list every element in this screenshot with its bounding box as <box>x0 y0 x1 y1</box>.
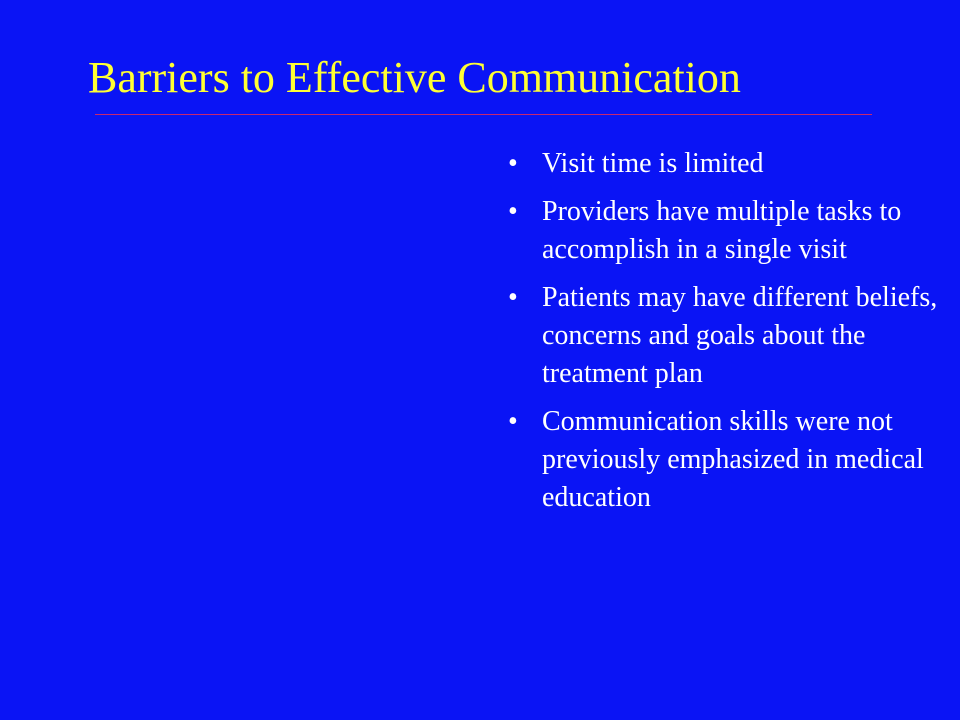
bullet-item <box>508 279 948 393</box>
bullet-dot-icon: • <box>508 196 518 227</box>
bullet-text: Visit time is limited <box>542 148 764 179</box>
bullet-item <box>508 403 948 517</box>
bullet-item <box>508 193 948 269</box>
bullet-dot-icon: • <box>508 282 518 313</box>
bullet-item <box>508 145 948 183</box>
bullet-text: Communication skills were not previously emphasized in medical education <box>542 406 924 513</box>
title-underline <box>95 114 872 115</box>
bullet-text: Patients may have different beliefs, concerns and goals about the treatment plan <box>542 282 938 389</box>
bullet-list <box>508 145 948 527</box>
slide-title: Barriers to Effective Communication <box>88 53 741 102</box>
bullet-text: Providers have multiple tasks to accomplish in a single visit <box>542 196 902 265</box>
bullet-dot-icon: • <box>508 406 518 437</box>
bullet-dot-icon: • <box>508 148 518 179</box>
